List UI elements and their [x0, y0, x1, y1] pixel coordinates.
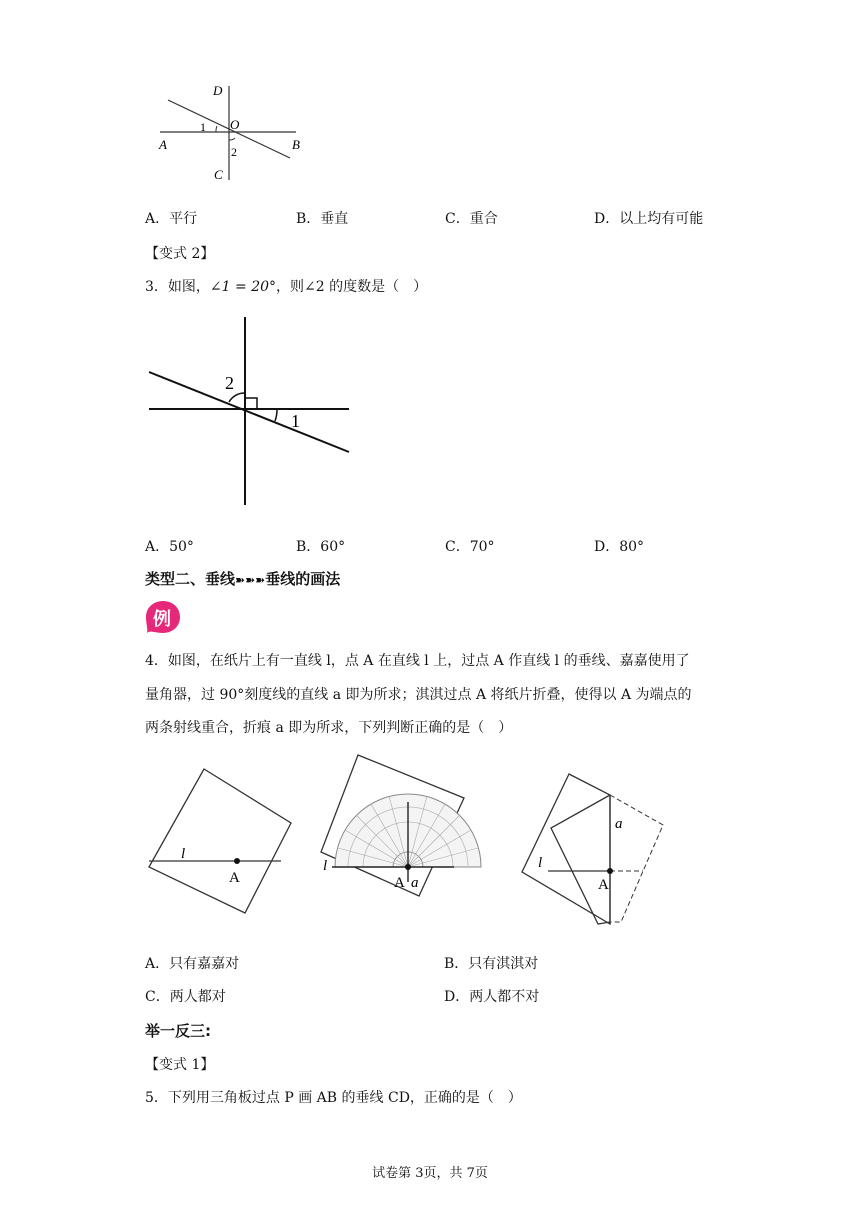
q3-option-a: A．50°: [145, 539, 194, 555]
q3-number: 3．如图，: [145, 279, 210, 295]
label-2: 2: [231, 145, 237, 159]
q2-option-b: B．垂直: [296, 211, 349, 227]
section-arrows: ➽➽➽: [235, 573, 266, 587]
example-badge-text: 例: [153, 609, 171, 630]
section-heading: [145, 568, 340, 589]
q4-line-2: 量角器，过 90°刻度线的直线 a 即为所求；淇淇过点 A 将纸片折叠，使得以 A 为端点的: [145, 687, 692, 703]
angle-label-2: 2: [225, 373, 234, 393]
question-3: [145, 276, 427, 296]
protractor-label-A: A: [394, 875, 405, 891]
section-heading-suffix: 垂线的画法: [265, 570, 341, 588]
figure-angle-1-2: [145, 315, 355, 510]
q3-option-b: B．60°: [296, 539, 346, 555]
example-badge: [145, 600, 181, 634]
fold-label-l: l: [538, 855, 543, 871]
q4-option-d: D．两人都不对: [444, 989, 540, 1005]
q3-option-d: D．80°: [594, 539, 645, 555]
q2-option-c: C．重合: [445, 211, 498, 227]
q3-option-c: C．70°: [445, 539, 495, 555]
label-D: D: [213, 83, 223, 98]
paper-label-l: l: [181, 846, 186, 862]
label-A: A: [159, 137, 167, 152]
figure-paper-line: [145, 765, 295, 915]
angle-label-1: 1: [291, 411, 300, 431]
q4-option-a: A．只有嘉嘉对: [145, 956, 240, 972]
variant-2-label: 【变式 2】: [145, 246, 215, 262]
q4-option-c: C．两人都对: [145, 989, 226, 1005]
section-heading-prefix: 类型二、垂线: [145, 570, 236, 588]
q4-line-3: 两条射线重合，折痕 a 即为所求，下列判断正确的是（ ）: [145, 720, 513, 736]
paper-label-A: A: [229, 870, 240, 886]
protractor-label-a: a: [411, 875, 419, 891]
label-C: C: [214, 167, 223, 182]
q3-expr: ∠1 = 20°: [209, 279, 277, 295]
practice-heading: 举一反三:: [145, 1022, 211, 1040]
q4-option-b: B．只有淇淇对: [444, 956, 539, 972]
fold-label-A: A: [598, 877, 609, 893]
label-O: O: [230, 117, 240, 132]
q2-option-d: D．以上均有可能: [594, 211, 704, 227]
label-1: 1: [200, 120, 206, 134]
fold-label-a: a: [615, 816, 623, 832]
q2-option-a: A．平行: [145, 211, 198, 227]
protractor-label-l: l: [323, 858, 328, 874]
question-5: 5．下列用三角板过点 P 画 AB 的垂线 CD，正确的是（ ）: [145, 1090, 522, 1106]
figure-protractor: [318, 750, 498, 900]
page-footer: 试卷第 3页，共 7页: [372, 1166, 488, 1181]
q4-line-1: 4．如图，在纸片上有一直线 l，点 A 在直线 l 上，过点 A 作直线 l 的垂线、嘉嘉使用了: [145, 653, 690, 669]
figure-folded-paper: [518, 770, 668, 930]
variant-1-label: 【变式 1】: [145, 1057, 215, 1073]
label-B: B: [292, 137, 300, 152]
figure-intersecting-lines: [150, 78, 320, 188]
q3-rest: ，则∠2 的度数是（ ）: [276, 279, 428, 295]
